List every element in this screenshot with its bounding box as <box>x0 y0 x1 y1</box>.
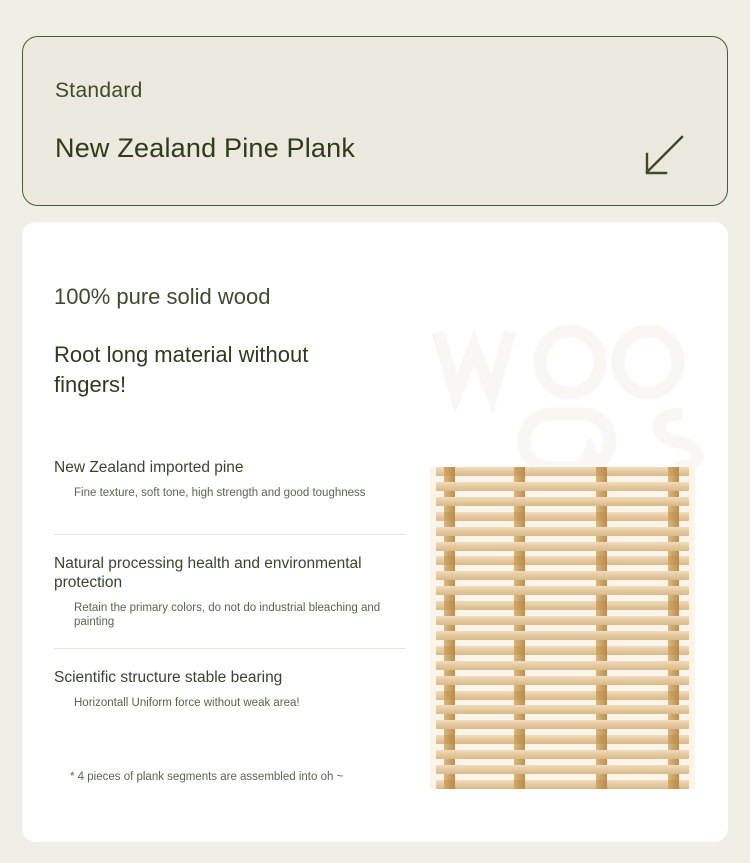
rail-crossing <box>668 735 679 744</box>
feature-subtitle: Horizontall Uniform force without weak area! <box>74 697 300 709</box>
rail-crossing <box>444 512 455 521</box>
rail-crossing <box>596 601 607 610</box>
divider <box>54 648 406 649</box>
rail-crossing <box>514 556 525 565</box>
feature-title: Natural processing health and environmental protection <box>54 555 362 591</box>
rail-crossing <box>514 646 525 655</box>
feature-block <box>54 458 414 500</box>
slat <box>436 676 689 685</box>
rail-crossing <box>514 467 525 476</box>
slat <box>436 542 689 551</box>
rail-crossing <box>596 780 607 789</box>
page-title: New Zealand Pine Plank <box>55 133 356 163</box>
slat <box>436 616 689 625</box>
rail-crossing <box>668 691 679 700</box>
rail-crossing <box>444 601 455 610</box>
rail-crossing <box>444 467 455 476</box>
rail-crossing <box>668 556 679 565</box>
rail-crossing <box>514 691 525 700</box>
lead-line-1: 100% pure solid wood <box>54 284 271 309</box>
slat <box>436 720 689 729</box>
rail-crossing <box>514 601 525 610</box>
rail-crossing <box>596 735 607 744</box>
slat <box>436 765 689 774</box>
slat <box>436 586 689 595</box>
slat <box>436 750 689 759</box>
rail-crossing <box>668 601 679 610</box>
rail-crossing <box>514 735 525 744</box>
feature-subtitle: Retain the primary colors, do not do industrial bleaching and painting <box>74 602 381 628</box>
slat <box>436 646 689 655</box>
divider <box>54 534 406 535</box>
rail-crossing <box>668 780 679 789</box>
rail-crossing <box>668 646 679 655</box>
arrow-down-left-icon <box>639 133 687 181</box>
slat <box>436 497 689 506</box>
slat <box>436 556 689 565</box>
lead-line-2: Root long material without fingers! <box>54 342 309 397</box>
feature-title: Scientific structure stable bearing <box>54 669 283 686</box>
slat <box>436 691 689 700</box>
footnote: * 4 pieces of plank segments are assembled into oh ~ <box>70 771 344 783</box>
rail-crossing <box>514 512 525 521</box>
feature-block <box>54 554 414 629</box>
rail-crossing <box>596 512 607 521</box>
slat <box>436 631 689 640</box>
rail-crossing <box>668 467 679 476</box>
header-eyebrow: Standard <box>55 79 143 102</box>
slat <box>436 527 689 536</box>
slat <box>436 571 689 580</box>
slat <box>436 512 689 521</box>
slat <box>436 601 689 610</box>
rail-crossing <box>444 735 455 744</box>
rail-crossing <box>596 691 607 700</box>
slat <box>436 780 689 789</box>
rail-crossing <box>596 556 607 565</box>
header-card <box>22 36 728 206</box>
slat <box>436 661 689 670</box>
slat <box>436 482 689 491</box>
rail-crossing <box>444 556 455 565</box>
feature-block <box>54 668 414 710</box>
rail-crossing <box>596 467 607 476</box>
slat <box>436 705 689 714</box>
rail-crossing <box>444 646 455 655</box>
slat <box>436 735 689 744</box>
feature-title: New Zealand imported pine <box>54 459 244 476</box>
body-card <box>22 222 728 842</box>
slat <box>436 467 689 476</box>
rail-crossing <box>444 780 455 789</box>
rail-crossing <box>668 512 679 521</box>
rail-crossing <box>444 691 455 700</box>
pine-slat-bed-base <box>430 467 695 789</box>
rail-crossing <box>514 780 525 789</box>
rail-crossing <box>596 646 607 655</box>
feature-subtitle: Fine texture, soft tone, high strength and good toughness <box>74 487 366 499</box>
